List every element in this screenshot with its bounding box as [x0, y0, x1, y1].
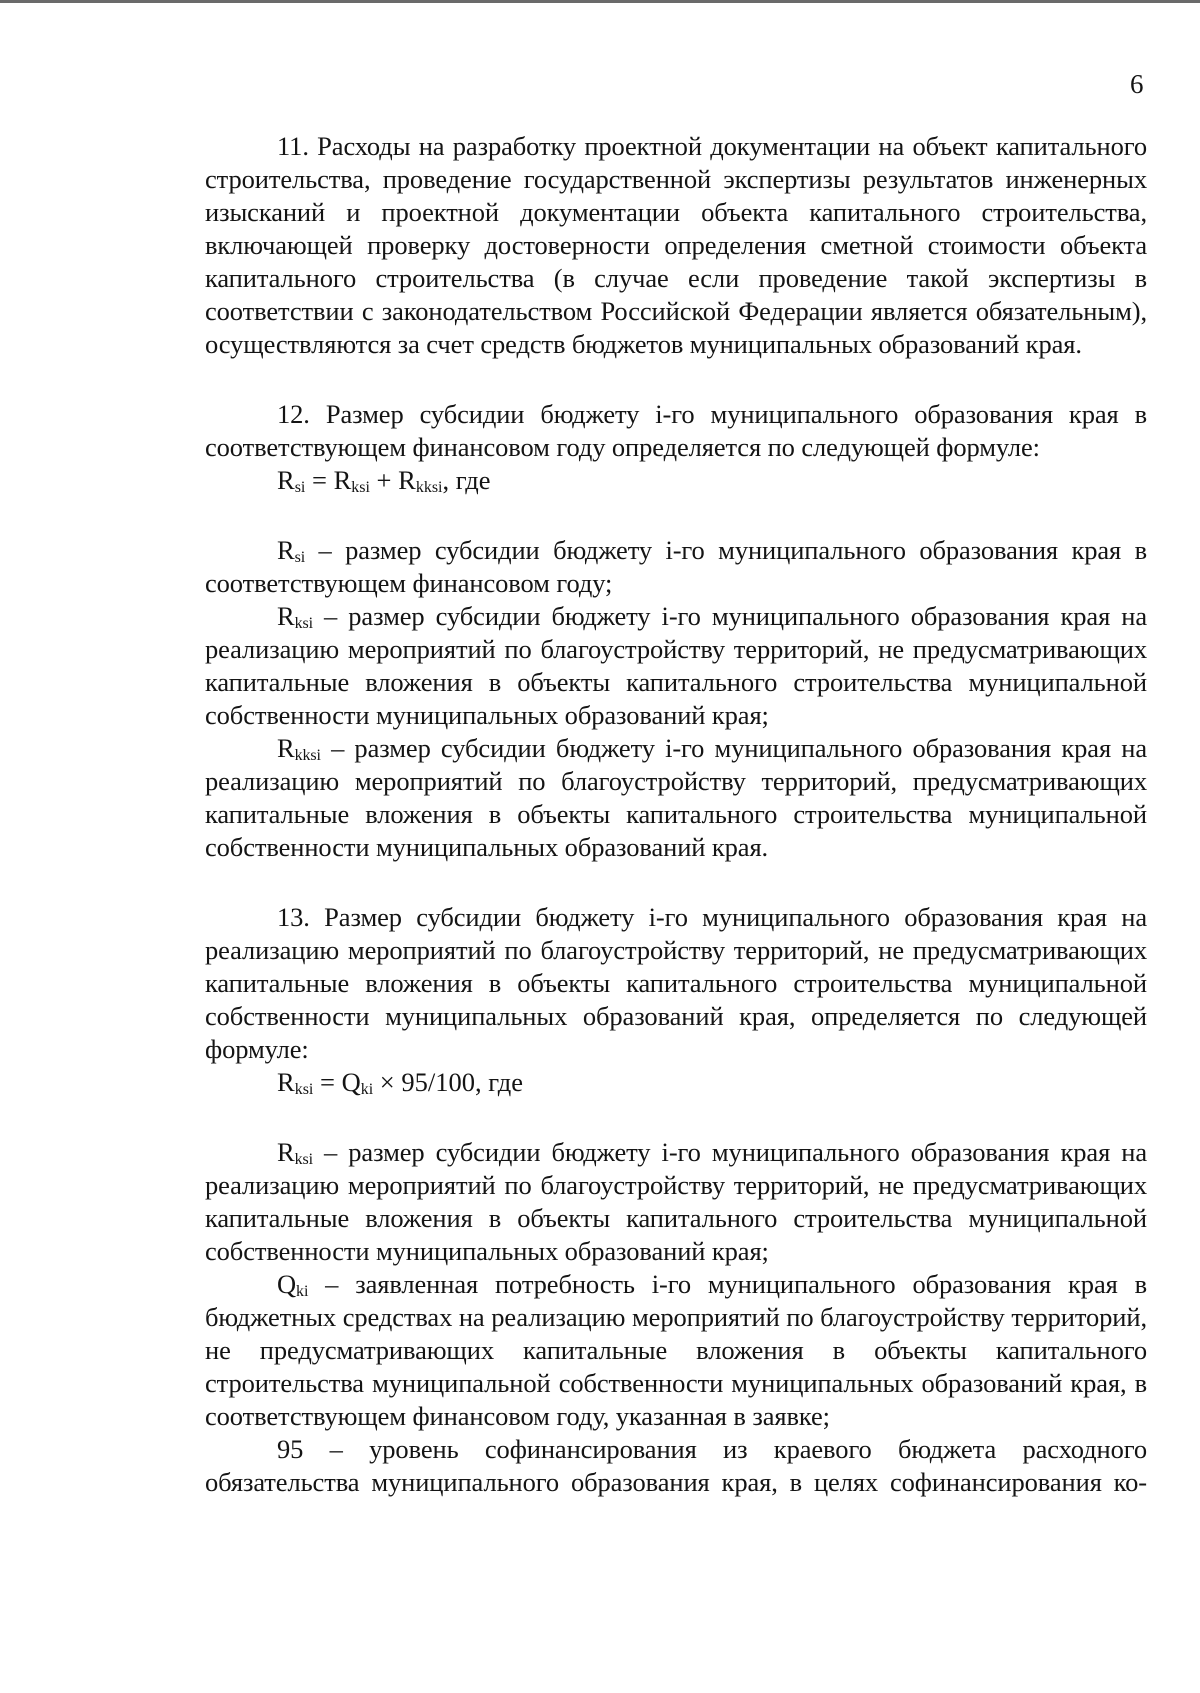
document-body — [205, 130, 1147, 1499]
definition-rsi: $R_{si}$ – размер субсидии бюджету i-го муниципального образования края в соответствующем финансовом году; — [205, 535, 1147, 598]
clause-11: 11. Расходы на разработку проектной документации на объект капитального строительства, проведение государственной экспертизы результатов инженерных изысканий и проектной документации объекта капитального строительства, включающей проверку достоверности определения сметной стоимости объекта капитального строительства (в случае если проведение такой экспертизы в соответствии с законодательством Российской Федерации является обязательным), осуществляются за счет средств бюджетов муниципальных образований края. — [205, 131, 1147, 359]
definition-qki: $Q_{ki}$ – заявленная потребность i-го муниципального образования края в бюджетных средствах на реализацию мероприятий по благоустройству территорий, не предусматривающих капитальные вложения в объекты капитального строительства муниципальной собственности муниципальных образований края, в соответствующем финансовом году, указанная в заявке; — [205, 1269, 1147, 1431]
definition-rksi: $R_{ksi}$ – размер субсидии бюджету i-го муниципального образования края на реализацию мероприятий по благоустройству территорий, не предусматривающих капитальные вложения в объекты капитального строительства муниципальной собственности муниципальных образований края; — [205, 601, 1147, 730]
formula-rsi: $R_{si} = R_{ksi} + R_{kksi}$, где — [277, 465, 491, 496]
definition-95: 95 – уровень софинансирования из краевого бюджета расходного обязательства муниципального образования края, в целях софинансирования ко- — [205, 1434, 1147, 1497]
formula-rksi: $R_{ksi} = Q_{ki} \times 95/100$, где — [277, 1067, 524, 1098]
page-number: 6 — [1130, 69, 1144, 99]
top-rule — [0, 0, 1200, 3]
clause-12: 12. Размер субсидии бюджету i-го муниципального образования края в соответствующем финансовом году определяется по следующей формуле: — [205, 399, 1147, 462]
clause-13: 13. Размер субсидии бюджету i-го муниципального образования края на реализацию мероприятий по благоустройству территорий, не предусматривающих капитальные вложения в объекты капитального строительства муниципальной собственности муниципальных образований края, определяется по следующей формуле: — [205, 902, 1147, 1064]
definition-rkksi: $R_{kksi}$ – размер субсидии бюджету i-го муниципального образования края на реализацию мероприятий по благоустройству территорий, предусматривающих капитальные вложения в объекты капитального строительства муниципальной собственности муниципальных образований края. — [205, 733, 1147, 862]
definition-rksi-2: $R_{ksi}$ – размер субсидии бюджету i-го муниципального образования края на реализацию мероприятий по благоустройству территорий, не предусматривающих капитальные вложения в объекты капитального строительства муниципальной собственности муниципальных образований края; — [205, 1137, 1147, 1266]
